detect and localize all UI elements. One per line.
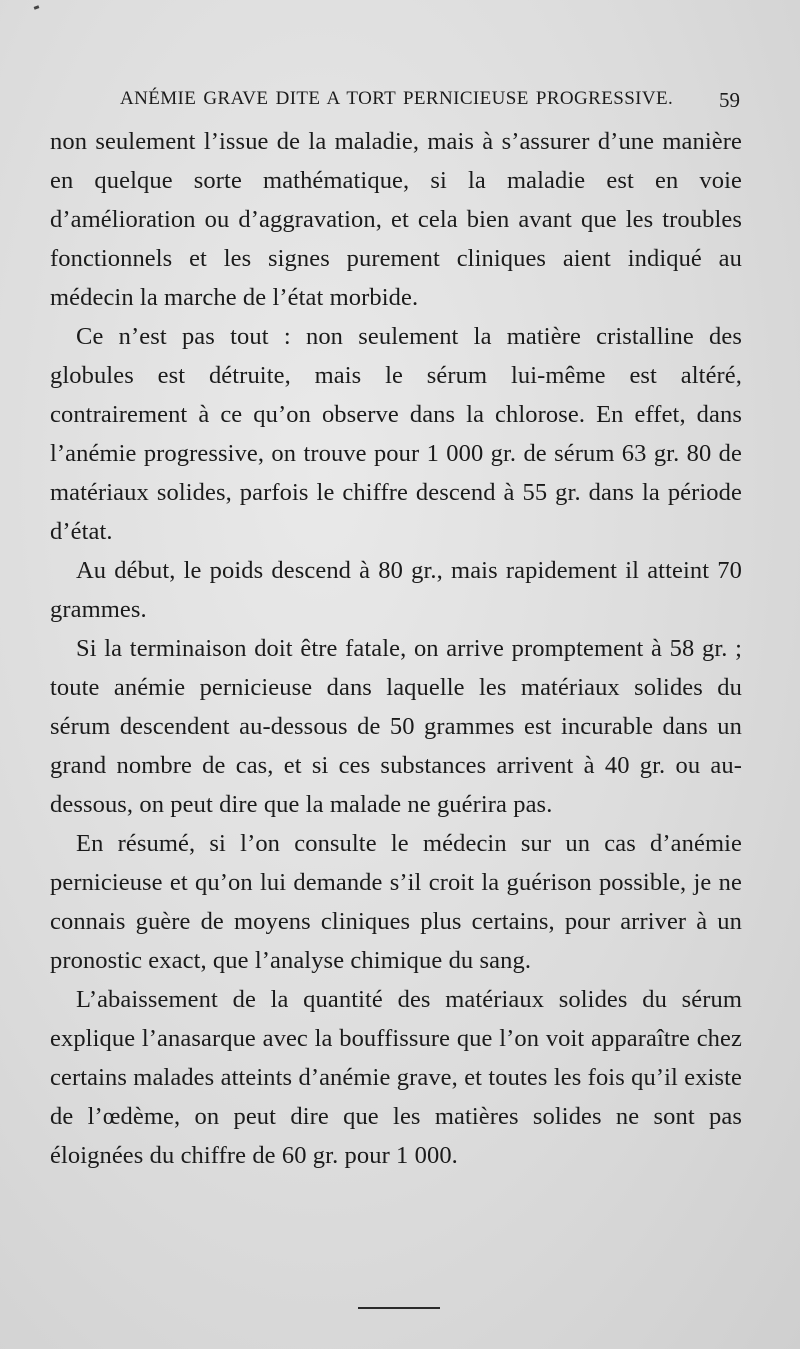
paragraph: L’abaissement de la quantité des matériaux solides du sérum explique l’anasarque avec la bouffissure que l’on voit apparaître chez certains malades atteints d’anémie grave, et toutes les fois qu’il existe de l’œdème, on peut dire que les matières solides ne sont pas éloignées du chiffre de 60 gr. pour 1 000. xyxy=(50,986,742,1169)
page-number: 59 xyxy=(719,88,740,112)
paragraph: Si la terminaison doit être fatale, on arrive promptement à 58 gr. ; toute anémie pernicieuse dans laquelle les matériaux solides du sérum descendent au-dessous de 50 grammes est incurable dans un grand nombre de cas, et si ces substances arrivent à 40 gr. ou au-dessous, on peut dire que la malade ne guérira pas. xyxy=(50,635,742,818)
paragraph: Ce n’est pas tout : non seulement la matière cristalline des globules est détruite, mais le sérum lui-même est altéré, contrairement à ce qu’on observe dans la chlorose. En effet, dans l’anémie progressive, on trouve pour 1 000 gr. de sérum 63 gr. 80 de matériaux solides, parfois le chiffre descend à 55 gr. dans la période d’état. xyxy=(50,323,742,545)
running-title: ANÉMIE GRAVE DITE A TORT PERNICIEUSE PROGRESSIVE. xyxy=(120,88,674,109)
body-text xyxy=(50,122,742,1175)
ink-speck xyxy=(34,5,40,10)
paragraph: Au début, le poids descend à 80 gr., mais rapidement il atteint 70 grammes. xyxy=(50,557,742,623)
paragraph: En résumé, si l’on consulte le médecin sur un cas d’anémie pernicieuse et qu’on lui demande s’il croit la guérison possible, je ne connais guère de moyens cliniques plus certains, pour arriver à un pronostic exact, que l’analyse chimique du sang. xyxy=(50,830,742,974)
running-header xyxy=(120,88,740,116)
paragraph-continuation: non seulement l’issue de la maladie, mais à s’assurer d’une manière en quelque sorte mathématique, si la maladie est en voie d’amélioration ou d’aggravation, et cela bien avant que les troubles fonctionnels et les signes purement cliniques aient indiqué au médecin la marche de l’état morbide. xyxy=(50,128,742,311)
section-end-rule xyxy=(358,1307,440,1309)
